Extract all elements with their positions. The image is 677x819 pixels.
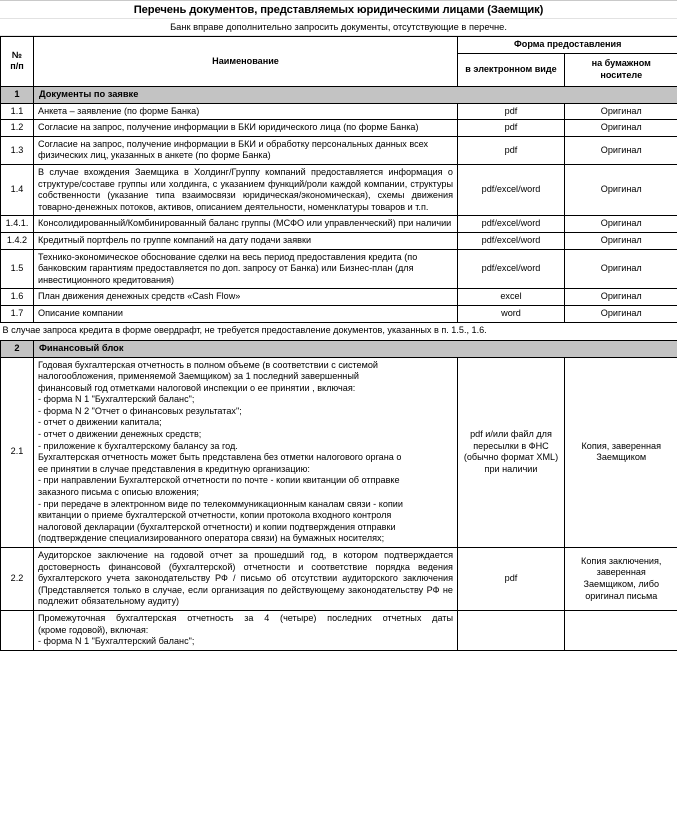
table-row	[1, 548, 677, 611]
row-name-line: Бухгалтерская отчетность может быть представлена без отметки налогового органа о	[38, 452, 402, 463]
row-electronic: pdf	[458, 120, 565, 137]
row-name-line: - при передаче в электронном виде по телекоммуникационным каналам связи - копии	[38, 498, 403, 509]
row-name: Технико-экономическое обоснование сделки на весь период предоставления кредита (по банковским гарантиям предоставляется по доп. запросу от Банка) или Бизнес-план (для инвестиционного кредитования)	[34, 249, 458, 289]
row-electronic-line: пересылки в ФНС	[473, 440, 549, 451]
table-row	[1, 164, 677, 215]
row-electronic-line: (обычно формат XML)	[463, 452, 559, 463]
table-row	[1, 120, 677, 137]
header-paper	[565, 53, 677, 86]
title-band	[0, 0, 677, 19]
section-label: Финансовый блок	[34, 340, 677, 357]
documents-table	[0, 36, 677, 651]
row-paper-line: заверенная	[596, 567, 646, 578]
row-name-line: - отчет о движении денежных средств;	[38, 429, 202, 440]
row-electronic: pdf/excel/word	[458, 216, 565, 233]
row-name	[34, 610, 458, 650]
row-paper: Оригинал	[565, 249, 677, 289]
table-row	[1, 305, 677, 322]
row-electronic: pdf/excel/word	[458, 164, 565, 215]
row-number: 1.4.2	[1, 232, 34, 249]
table-row	[1, 103, 677, 120]
header-paper-line2: носителе	[600, 69, 643, 80]
row-name-line: - форма N 1 "Бухгалтерский баланс";	[38, 394, 195, 405]
row-name: В случае вхождения Заемщика в Холдинг/Группу компаний предоставляется информация о структуре/составе группы или холдинга, с указанием функций/роли каждой компании, структуры собственности (указание типа взаимосвязи юридическая/экономическая), схемы движения товарно-денежных потоков, активов, описанием деятельности, номенклатуры товаров и т.п.	[34, 164, 458, 215]
page-title: Перечень документов, представляемых юридическими лицами (Заемщик)	[133, 3, 544, 16]
note-row	[1, 322, 677, 340]
row-paper: Оригинал	[565, 103, 677, 120]
row-number: 2.1	[1, 357, 34, 548]
row-electronic: pdf/excel/word	[458, 249, 565, 289]
row-name-line: (подтверждение специализированного оператора связи) на бумажных носителях;	[38, 533, 385, 544]
row-electronic: pdf	[458, 103, 565, 120]
row-name	[34, 357, 458, 548]
row-name-line: заказного письма с описью вложения;	[38, 487, 199, 498]
row-paper-line: Заемщиком, либо	[583, 578, 660, 589]
row-paper-line: оригинал письма	[585, 590, 658, 601]
row-name-line: налоговой декларации (бухгалтерской отчетности) и копии подтверждения отправки	[38, 521, 396, 532]
row-name: Анкета – заявление (по форме Банка)	[34, 103, 458, 120]
row-paper: Оригинал	[565, 136, 677, 164]
row-electronic: pdf	[458, 136, 565, 164]
header-electronic: в электронном виде	[458, 53, 565, 86]
row-name-line: квитанции о приеме бухгалтерской отчетности, копии протокола входного контроля	[38, 510, 392, 521]
row-name-line: - отчет о движении капитала;	[38, 417, 162, 428]
row-name-line: Промежуточная бухгалтерская отчетность за 4 (четыре) последних отчетных даты	[38, 612, 453, 623]
row-paper-line: Копия, заверенная	[581, 440, 661, 451]
row-paper: Оригинал	[565, 164, 677, 215]
header-form-group: Форма предоставления	[458, 37, 677, 54]
row-electronic	[458, 357, 565, 548]
row-name-line: (кроме годовой), включая:	[38, 624, 149, 635]
row-number	[1, 610, 34, 650]
row-electronic-line: pdf и/или файл для	[470, 429, 552, 440]
row-paper: Оригинал	[565, 232, 677, 249]
section-number: 1	[1, 86, 34, 103]
table-row	[1, 232, 677, 249]
row-name-line: налогообложения, применяемой Заемщиком) за 1 последний завершенный	[38, 371, 359, 382]
row-number: 1.4	[1, 164, 34, 215]
table-row	[1, 289, 677, 306]
header-name: Наименование	[34, 37, 458, 87]
row-name: Аудиторское заключение на годовой отчет за прошедший год, в котором подтверждается достоверность финансовой (бухгалтерской) отчетности и соответствие порядка ведения бухгалтерского учета законодательству РФ / письмо об отсутствии аудиторского заключения (Представляется только в случае, если организация по действующему законодательству РФ не подлежит обязательному аудиту)	[34, 548, 458, 611]
section-header-row	[1, 340, 677, 357]
row-number: 1.7	[1, 305, 34, 322]
header-number-line1: №	[11, 49, 23, 60]
row-name-line: - форма N 1 "Бухгалтерский баланс";	[38, 636, 195, 647]
row-paper	[565, 548, 677, 611]
row-paper: Оригинал	[565, 120, 677, 137]
row-electronic: excel	[458, 289, 565, 306]
section-number: 2	[1, 340, 34, 357]
table-header-row-1	[1, 37, 677, 54]
row-name: Консолидированный/Комбинированный баланс группы (МСФО или управленческий) при наличии	[34, 216, 458, 233]
row-name-line: Годовая бухгалтерская отчетность в полном объеме (в соответствии с системой	[38, 359, 378, 370]
row-name-line: финансовый год отметками налоговой инспекции о ее принятии , включая:	[38, 382, 356, 393]
row-paper	[565, 610, 677, 650]
row-electronic: pdf/excel/word	[458, 232, 565, 249]
section-label: Документы по заявке	[34, 86, 677, 103]
table-row	[1, 357, 677, 548]
row-paper: Оригинал	[565, 305, 677, 322]
row-paper	[565, 357, 677, 548]
row-number: 1.5	[1, 249, 34, 289]
row-electronic: pdf	[458, 548, 565, 611]
row-name-line: ее принятии в случае представления в кредитную организацию:	[38, 463, 310, 474]
header-paper-line1: на бумажном	[591, 58, 651, 68]
table-row	[1, 249, 677, 289]
row-electronic	[458, 610, 565, 650]
row-name-line: - форма N 2 "Отчет о финансовых результатах";	[38, 405, 242, 416]
row-paper-line: Копия заключения,	[581, 555, 662, 566]
row-number: 1.4.1.	[1, 216, 34, 233]
page-subtitle: Банк вправе дополнительно запросить документы, отсутствующие в перечне.	[170, 22, 507, 32]
header-number-line2: п/п	[10, 61, 24, 72]
row-name: Описание компании	[34, 305, 458, 322]
table-row	[1, 610, 677, 650]
row-electronic: word	[458, 305, 565, 322]
subtitle-band	[0, 19, 677, 36]
row-number: 1.2	[1, 120, 34, 137]
row-name-line: - при направлении Бухгалтерской отчетности по почте - копии квитанции об отправке	[38, 475, 400, 486]
table-row	[1, 216, 677, 233]
row-paper: Оригинал	[565, 216, 677, 233]
note-text: В случае запроса кредита в форме овердрафт, не требуется предоставление документов, указанных в п. 1.5., 1.6.	[1, 322, 677, 340]
row-name: План движения денежных средств «Cash Flow»	[34, 289, 458, 306]
row-number: 2.2	[1, 548, 34, 611]
row-number: 1.3	[1, 136, 34, 164]
row-name: Согласие на запрос, получение информации в БКИ юридического лица (по форме Банка)	[34, 120, 458, 137]
header-number	[1, 37, 34, 87]
table-row	[1, 136, 677, 164]
row-name-line: - приложение к бухгалтерскому балансу за год.	[38, 440, 238, 451]
row-electronic-line: при наличии	[484, 463, 538, 474]
section-header-row	[1, 86, 677, 103]
row-number: 1.6	[1, 289, 34, 306]
row-name: Согласие на запрос, получение информации в БКИ и обработку персональных данных всех физических лиц, указанных в анкете (по форме Банка)	[34, 136, 458, 164]
row-number: 1.1	[1, 103, 34, 120]
row-paper-line: Заемщиком	[596, 452, 647, 463]
row-paper: Оригинал	[565, 289, 677, 306]
row-name: Кредитный портфель по группе компаний на дату подачи заявки	[34, 232, 458, 249]
